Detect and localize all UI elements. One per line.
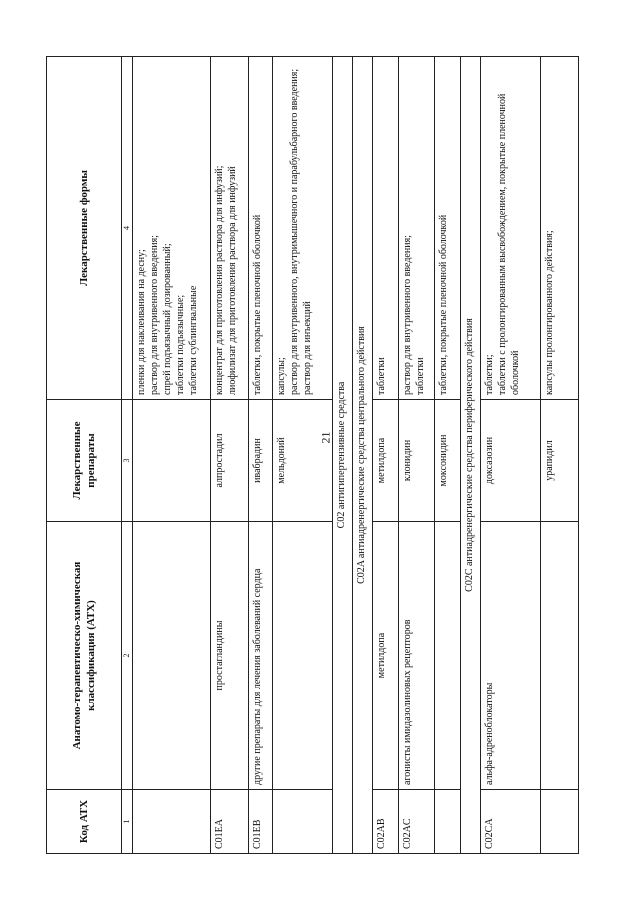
table-row — [435, 57, 461, 854]
forms-cell: таблетки, покрытые пленочной оболочкой — [249, 57, 273, 400]
classification-cell — [133, 522, 211, 790]
classification-cell: альфа-адреноблокаторы — [481, 522, 541, 790]
header-classification: Анатомо-терапевтическо-химическая классификация (АТХ) — [47, 522, 122, 790]
section-row — [461, 57, 481, 854]
page-number: 21 — [318, 431, 333, 444]
col-number-4: 4 — [122, 57, 133, 400]
atc-table — [46, 56, 579, 854]
code-cell: C02CA — [481, 790, 541, 854]
col-number-3: 3 — [122, 400, 133, 522]
table-row — [373, 57, 399, 854]
forms-cell: раствор для внутривенного введения; таблетки — [399, 57, 435, 400]
classification-cell: агонисты имидазолиновых рецепторов — [399, 522, 435, 790]
section-row — [353, 57, 373, 854]
col-number-1: 1 — [122, 790, 133, 854]
forms-cell: таблетки, покрытые пленочной оболочкой — [435, 57, 461, 400]
header-code: Код АТХ — [47, 790, 122, 854]
table-row — [273, 57, 333, 854]
classification-cell: другие препараты для лечения заболеваний сердца — [249, 522, 273, 790]
classification-cell: простагландины — [211, 522, 249, 790]
code-cell: C02AB — [373, 790, 399, 854]
table-row — [133, 57, 211, 854]
drug-cell: метилдопа — [373, 400, 399, 522]
classification-cell — [541, 522, 579, 790]
code-cell: C01EA — [211, 790, 249, 854]
section-heading: C02A антиадренергические средства центрального действия — [353, 57, 373, 854]
forms-cell: капсулы; раствор для внутривенного, внутримышечного и парабульбарного введения; раствор для инъекций — [273, 57, 333, 400]
drug-cell: доксазозин — [481, 400, 541, 522]
drug-cell: алпростадил — [211, 400, 249, 522]
column-number-row — [122, 57, 133, 854]
classification-cell — [435, 522, 461, 790]
drug-cell — [133, 400, 211, 522]
table-row — [541, 57, 579, 854]
header-drugs: Лекарственные препараты — [47, 400, 122, 522]
forms-cell: пленки для наклеивания на десну; раствор для внутривенного введения; спрей подъязычный дозированный; таблетки подъязычные; таблетки сублингвальные — [133, 57, 211, 400]
drug-cell: моксонидин — [435, 400, 461, 522]
forms-cell: капсулы пролонгированного действия; — [541, 57, 579, 400]
classification-cell — [273, 522, 333, 790]
rotated-table-container — [46, 56, 604, 854]
code-cell — [273, 790, 333, 854]
code-cell — [133, 790, 211, 854]
section-heading: C02C антиадренергические средства периферического действия — [461, 57, 481, 854]
table-row — [481, 57, 541, 854]
drug-cell: мельдоний — [273, 400, 333, 522]
code-cell: C02AC — [399, 790, 435, 854]
classification-cell: метилдопа — [373, 522, 399, 790]
section-heading: C02 антигипертензивные средства — [333, 57, 353, 854]
forms-cell: таблетки; таблетки с пролонгированным высвобождением, покрытые пленочной оболочкой — [481, 57, 541, 400]
drug-cell: клонидин — [399, 400, 435, 522]
code-cell — [541, 790, 579, 854]
section-row — [333, 57, 353, 854]
code-cell: C01EB — [249, 790, 273, 854]
forms-cell: концентрат для приготовления раствора для инфузий; лиофилизат для приготовления раствора для инфузий — [211, 57, 249, 400]
table-row — [249, 57, 273, 854]
table-row — [399, 57, 435, 854]
drug-cell: ивабрадин — [249, 400, 273, 522]
header-row — [47, 57, 122, 854]
forms-cell: таблетки — [373, 57, 399, 400]
header-forms: Лекарственные формы — [47, 57, 122, 400]
col-number-2: 2 — [122, 522, 133, 790]
table-row — [211, 57, 249, 854]
drug-cell: урапидил — [541, 400, 579, 522]
code-cell — [435, 790, 461, 854]
